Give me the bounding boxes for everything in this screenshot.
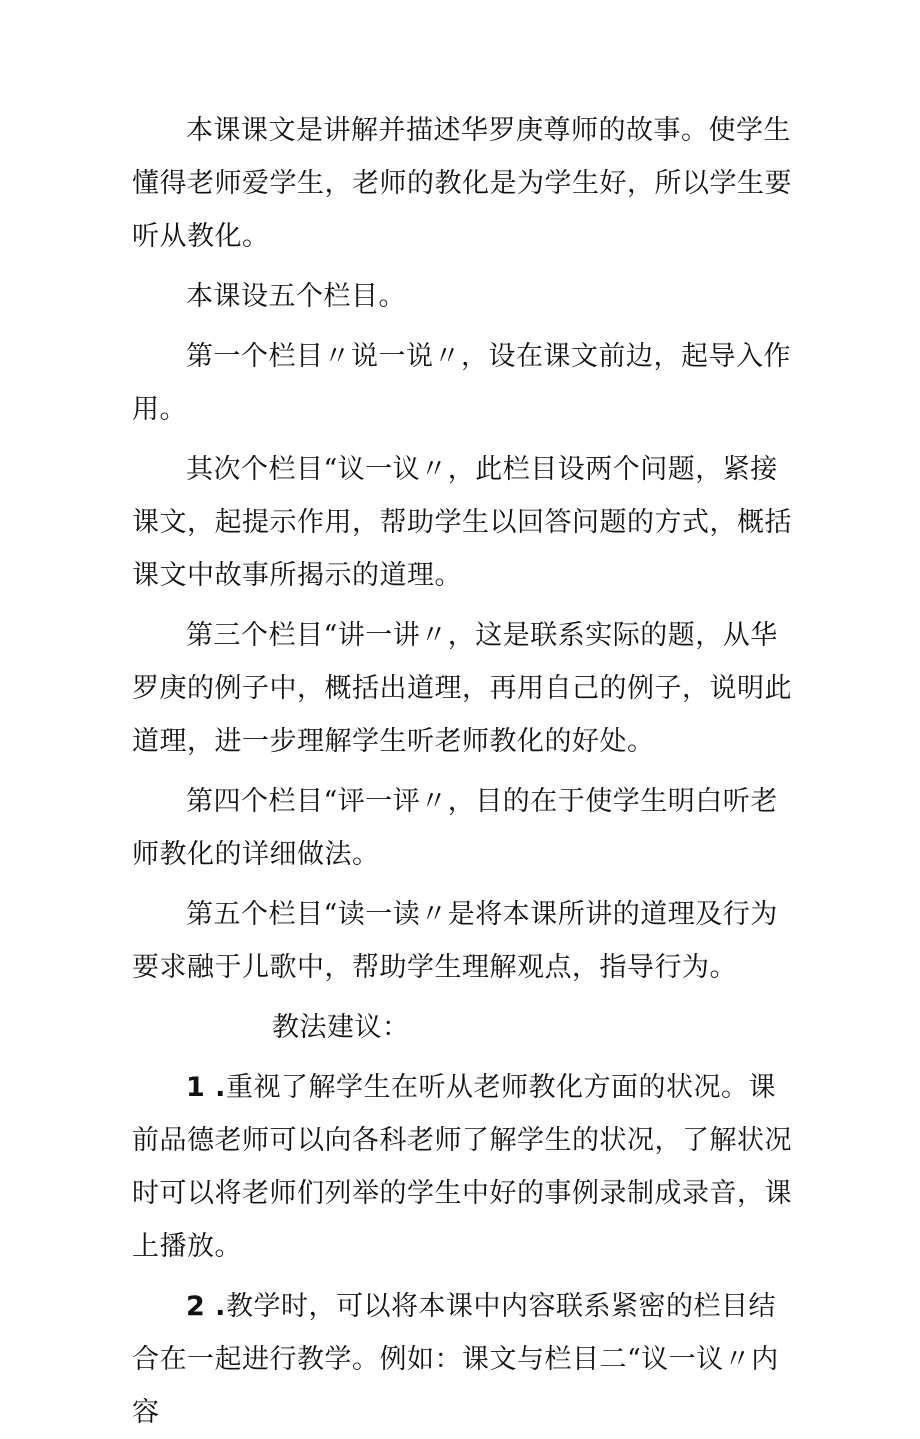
sections-count-paragraph: 本课设五个栏目。 [186, 281, 406, 312]
suggestion-text-1: 重视了解学生在听从老师教化方面的状况。课前品德老师可以向各科老师了解学生的状况，了解状况时可以将老师们列举的学生中好的事例录制成录音，课上播放。 [132, 1072, 792, 1262]
intro-paragraph: 本课课文是讲解并描述华罗庚尊师的故事。使学生懂得老师爱学生，老师的教化是为学生好，所以学生要听从教化。 [132, 115, 792, 252]
suggestion-number-2: 2 . [186, 1291, 226, 1322]
suggestion-heading: 教法建议： [272, 1012, 410, 1043]
suggestion-number-1: 1 . [186, 1072, 226, 1103]
suggestion-text-2: 教学时，可以将本课中内容联系紧密的栏目结合在一起进行教学。例如：课文与栏目二“议一议〃内容 [132, 1291, 779, 1428]
document-body [132, 104, 792, 1439]
suggestion-item-2 [132, 1280, 792, 1439]
section-5-paragraph: 第五个栏目“读一读〃是将本课所讲的道理及行为要求融于儿歌中，帮助学生理解观点，指导行为。 [132, 899, 778, 983]
section-3-paragraph: 第三个栏目“讲一讲〃，这是联系实际的题，从华罗庚的例子中，概括出道理，再用自己的例子，说明此道理，进一步理解学生听老师教化的好处。 [132, 620, 792, 757]
section-2-paragraph: 其次个栏目“议一议〃，此栏目设两个问题，紧接课文，起提示作用，帮助学生以回答问题的方式，概括课文中故事所揭示的道理。 [132, 454, 792, 591]
suggestion-item-1 [132, 1061, 792, 1273]
section-1-paragraph: 第一个栏目〃说一说〃，设在课文前边，起导入作用。 [132, 341, 791, 425]
section-4-paragraph: 第四个栏目“评一评〃，目的在于使学生明白听老师教化的详细做法。 [132, 786, 778, 870]
